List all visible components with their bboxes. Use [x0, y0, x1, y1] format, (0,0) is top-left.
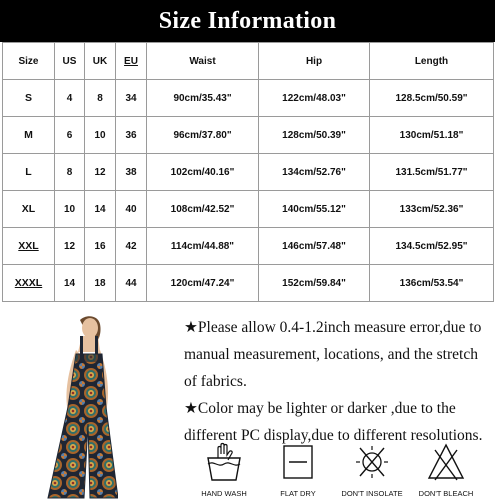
header-length: Length	[370, 43, 494, 80]
care-item-flat-dry	[260, 440, 336, 500]
care-item-hand-wash	[186, 440, 262, 500]
hip-cell: 152cm/59.84"	[259, 265, 370, 302]
size-cell: M	[3, 117, 55, 154]
waist-cell: 90cm/35.43"	[147, 80, 259, 117]
size-cell: L	[3, 154, 55, 191]
eu-cell: 36	[116, 117, 147, 154]
uk-cell: 8	[85, 80, 116, 117]
us-cell: 12	[55, 228, 85, 265]
us-cell: 8	[55, 154, 85, 191]
table-row	[3, 228, 494, 265]
us-cell: 14	[55, 265, 85, 302]
size-cell: XXL	[3, 228, 55, 265]
header-eu: EU	[116, 43, 147, 80]
care-item-do-not-insolate	[334, 440, 410, 500]
page-title: Size Information	[0, 0, 495, 42]
hip-cell: 122cm/48.03"	[259, 80, 370, 117]
do-not-insolate-icon	[352, 440, 392, 484]
us-cell: 4	[55, 80, 85, 117]
table-row	[3, 265, 494, 302]
header-us: US	[55, 43, 85, 80]
eu-cell: 44	[116, 265, 147, 302]
header-waist: Waist	[147, 43, 259, 80]
table-row	[3, 191, 494, 228]
care-instructions	[186, 440, 486, 500]
note-line: manual measurement, locations, and the stretch	[184, 346, 478, 363]
waist-cell: 102cm/40.16"	[147, 154, 259, 191]
model-jumpsuit-image	[28, 312, 118, 500]
waist-cell: 120cm/47.24"	[147, 265, 259, 302]
hip-cell: 128cm/50.39"	[259, 117, 370, 154]
care-label: FLAT DRY	[280, 489, 316, 498]
note-line: ★Color may be lighter or darker ,due to the	[184, 400, 456, 417]
note-line: ★Please allow 0.4-1.2inch measure error,due to	[184, 319, 482, 336]
uk-cell: 10	[85, 117, 116, 154]
length-cell: 133cm/52.36"	[370, 191, 494, 228]
waist-cell: 96cm/37.80"	[147, 117, 259, 154]
header-uk: UK	[85, 43, 116, 80]
table-row	[3, 154, 494, 191]
table-row	[3, 117, 494, 154]
length-cell: 136cm/53.54"	[370, 265, 494, 302]
size-cell: S	[3, 80, 55, 117]
notes-block	[184, 314, 492, 449]
table-row	[3, 80, 494, 117]
uk-cell: 14	[85, 191, 116, 228]
uk-cell: 18	[85, 265, 116, 302]
us-cell: 6	[55, 117, 85, 154]
header-hip: Hip	[259, 43, 370, 80]
hip-cell: 134cm/52.76"	[259, 154, 370, 191]
hip-cell: 140cm/55.12"	[259, 191, 370, 228]
care-label: DON'T BLEACH	[418, 489, 474, 498]
note-line: of fabrics.	[184, 373, 247, 390]
flat-dry-icon	[278, 440, 318, 484]
care-label: DON'T INSOLATE	[341, 489, 403, 498]
do-not-bleach-icon	[426, 440, 466, 484]
waist-cell: 108cm/42.52"	[147, 191, 259, 228]
eu-cell: 42	[116, 228, 147, 265]
eu-cell: 38	[116, 154, 147, 191]
care-label: HAND WASH	[201, 489, 247, 498]
note-line: different PC display,due to different resolutions.	[184, 427, 483, 444]
length-cell: 130cm/51.18"	[370, 117, 494, 154]
hip-cell: 146cm/57.48"	[259, 228, 370, 265]
length-cell: 131.5cm/51.77"	[370, 154, 494, 191]
eu-cell: 34	[116, 80, 147, 117]
header-size: Size	[3, 43, 55, 80]
table-header-row	[3, 43, 494, 80]
hand-wash-icon	[204, 440, 244, 484]
length-cell: 128.5cm/50.59"	[370, 80, 494, 117]
uk-cell: 16	[85, 228, 116, 265]
uk-cell: 12	[85, 154, 116, 191]
size-cell: XL	[3, 191, 55, 228]
size-cell: XXXL	[3, 265, 55, 302]
eu-cell: 40	[116, 191, 147, 228]
waist-cell: 114cm/44.88"	[147, 228, 259, 265]
us-cell: 10	[55, 191, 85, 228]
care-item-do-not-bleach	[408, 440, 484, 500]
length-cell: 134.5cm/52.95"	[370, 228, 494, 265]
size-chart-table	[2, 42, 494, 302]
